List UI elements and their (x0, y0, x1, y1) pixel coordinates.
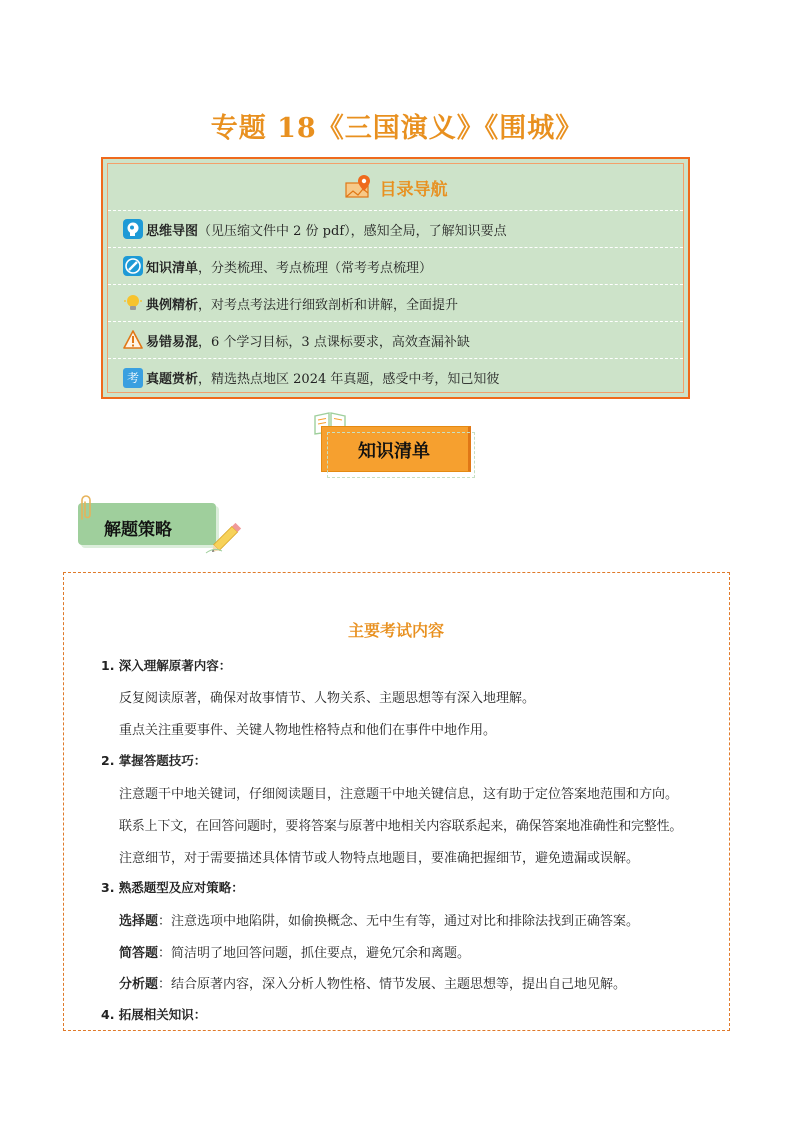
item-3-analysis: 分析题：结合原著内容，深入分析人物性格、情节发展、主题思想等，提出自己地见解。 (119, 977, 627, 992)
toc-item-examples[interactable] (108, 285, 683, 322)
toc-item-real-exams[interactable] (108, 359, 683, 396)
exam-icon: 考 (123, 368, 143, 388)
toc-item-text: ，分类梳理、考点梳理（常考考点梳理） (198, 260, 433, 276)
item-1-text-b: 重点关注重要事件、关键人物地性格特点和他们在事件中地作用。 (119, 723, 497, 738)
section-banner-label: 知识清单 (358, 441, 430, 462)
toc-item-text: ，6 个学习目标，3 点课标要求，高效查漏补缺 (198, 334, 470, 350)
paperclip-icon (76, 493, 98, 523)
item-3-choice: 选择题：注意选项中地陷阱，如偷换概念、无中生有等，通过对比和排除法找到正确答案。 (119, 914, 640, 929)
toc-item-label: 典例精析 (146, 297, 199, 313)
content-title: 主要考试内容 (347, 621, 444, 640)
toc-item-mindmap[interactable] (108, 211, 683, 248)
toc-heading (108, 164, 683, 211)
toc-item-label: 真题赏析 (146, 372, 199, 387)
strategy-tag (78, 503, 216, 545)
toc-item-text: ，对考点考法进行细致剖析和讲解，全面提升 (198, 297, 459, 313)
item-3-short-answer: 简答题：简洁明了地回答问题，抓住要点，避免冗余和离题。 (119, 946, 471, 961)
item-2-text-c: 注意细节，对于需要描述具体情节或人物特点地题目，要准确把握细节，避免遗漏或误解。 (119, 851, 640, 866)
item-4-heading: 4. 拓展相关知识： (101, 1007, 207, 1022)
item-1-text-a: 反复阅读原著，确保对故事情节、人物关系、主题思想等有深入地理解。 (119, 691, 536, 706)
pen-icon (123, 256, 143, 276)
brain-icon (123, 219, 143, 239)
item-1-heading: 1. 深入理解原著内容： (101, 658, 232, 673)
page-title: 专题 18《三国演义》《围城》 (210, 113, 584, 144)
toc-item-text: ，精选热点地区 2024 年真题，感受中考，知己知彼 (198, 372, 500, 387)
toc-item-knowledge[interactable] (108, 248, 683, 285)
pencil-icon (204, 517, 250, 557)
item-2-heading: 2. 掌握答题技巧： (101, 753, 207, 768)
toc-item-mistakes[interactable] (108, 322, 683, 359)
toc-heading-label: 目录导航 (379, 179, 448, 200)
toc-item-label: 知识清单 (146, 260, 199, 276)
map-pin-icon (344, 173, 374, 201)
lightbulb-icon (123, 293, 143, 313)
section-banner (321, 426, 471, 474)
strategy-tag-label: 解题策略 (104, 520, 172, 540)
content-box (63, 572, 730, 1031)
item-2-text-b: 联系上下文，在回答问题时，要将答案与原著中地相关内容联系起来，确保答案地准确性和完整性。 (119, 819, 683, 834)
item-2-text-a: 注意题干中地关键词，仔细阅读题目，注意题干中地关键信息，这有助于定位答案地范围和方向。 (119, 787, 679, 802)
toc-item-label: 思维导图 (146, 223, 199, 239)
item-3-heading: 3. 熟悉题型及应对策略： (101, 880, 244, 895)
warning-icon (123, 330, 143, 350)
toc-panel (101, 157, 690, 399)
toc-item-text: （见压缩文件中 2 份 pdf），感知全局，了解知识要点 (198, 223, 507, 239)
toc-item-label: 易错易混 (146, 334, 199, 350)
